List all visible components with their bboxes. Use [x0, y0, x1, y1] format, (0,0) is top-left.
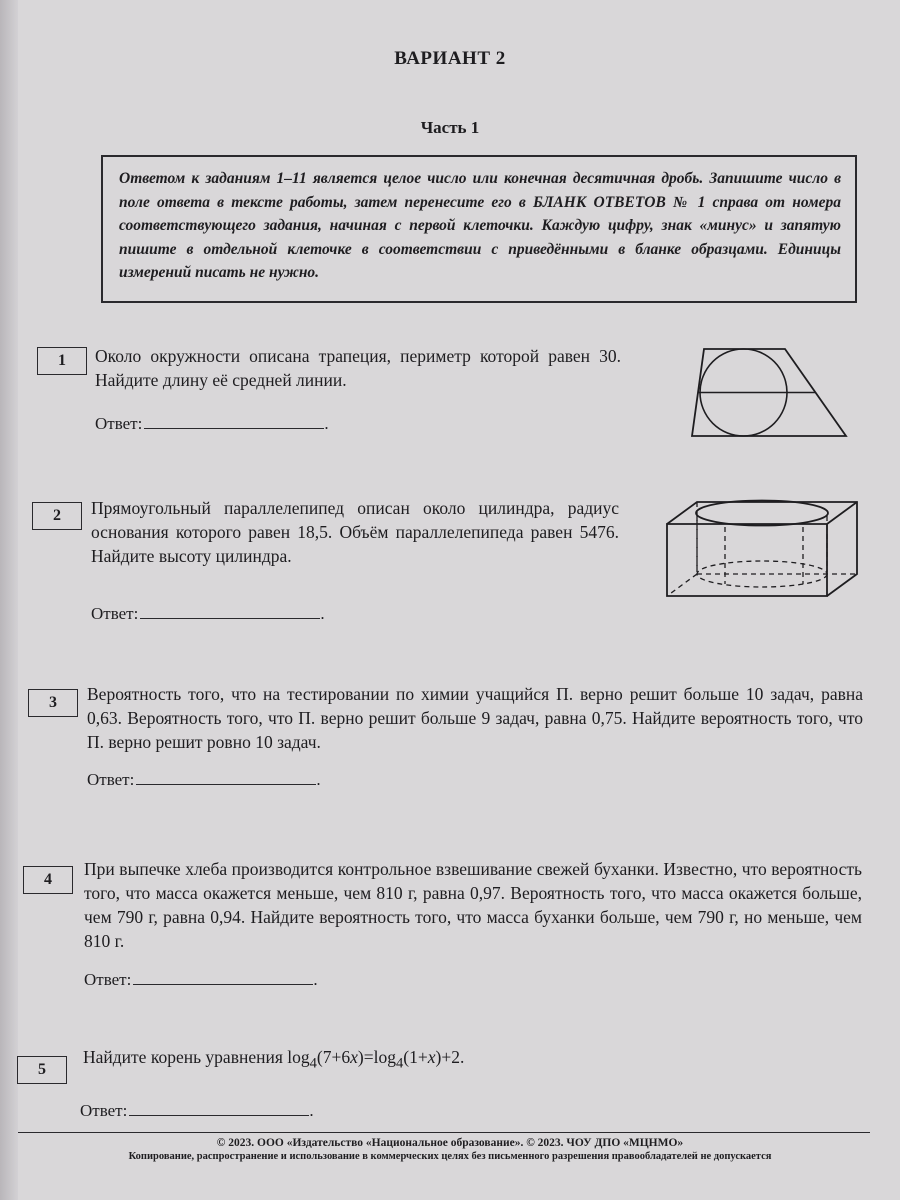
- eq-var-2: x: [427, 1047, 436, 1067]
- answer-line[interactable]: [140, 604, 320, 619]
- answer-label: Ответ:: [95, 414, 143, 433]
- answer-field-2[interactable]: [91, 604, 325, 624]
- answer-line[interactable]: [129, 1101, 309, 1116]
- eq-base-2: 4: [395, 1055, 404, 1072]
- eq-right-arg-close: )+2.: [435, 1047, 465, 1067]
- answer-label: Ответ:: [80, 1101, 128, 1120]
- instruction-box: [101, 155, 857, 303]
- answer-end: .: [324, 414, 329, 433]
- task-text-5: [83, 1045, 803, 1076]
- task-number-1: 1: [37, 347, 87, 375]
- answer-field-4[interactable]: [84, 970, 318, 990]
- answer-end: .: [320, 604, 325, 623]
- answer-line[interactable]: [144, 414, 324, 429]
- task-number-4: 4: [23, 866, 73, 894]
- eq-var-1: x: [350, 1047, 358, 1067]
- eq-left-arg-close: )=: [357, 1047, 374, 1067]
- part-title: Часть 1: [420, 118, 480, 137]
- answer-line[interactable]: [133, 970, 313, 985]
- task-text-5-prefix: Найдите корень уравнения: [83, 1047, 283, 1067]
- trapezoid-circle-figure: [690, 347, 850, 439]
- footer-divider: [18, 1132, 870, 1133]
- task-number-5: 5: [17, 1056, 67, 1084]
- answer-field-1[interactable]: [95, 414, 329, 434]
- task-number-3: 3: [28, 689, 78, 717]
- task-text-3: Вероятность того, что на тестировании по химии учащийся П. верно решит больше 10 задач, равна 0,63. Вероятность того, что П. верно решит больше 9 задач, равна 0,75. Найдите вероятность того, что П. верно решит ровно 10 задач.: [87, 684, 863, 752]
- box-cylinder-figure: [665, 494, 865, 599]
- answer-label: Ответ:: [84, 970, 132, 989]
- task-text-2: Прямоугольный параллелепипед описан около цилиндра, радиус основания которого равен 18,5. Объём параллелепипеда равен 5476. Найдите высоту цилиндра.: [91, 498, 619, 566]
- eq-right-arg-open: (1+: [403, 1047, 428, 1067]
- page-binding-edge: [0, 0, 18, 1200]
- answer-field-5[interactable]: [80, 1101, 314, 1121]
- answer-end: .: [309, 1101, 314, 1120]
- variant-title: ВАРИАНТ 2: [394, 48, 506, 69]
- answer-end: .: [313, 970, 318, 989]
- eq-log-1: log: [287, 1047, 310, 1067]
- eq-log-2: log: [373, 1047, 396, 1067]
- answer-end: .: [316, 770, 321, 789]
- task-text-4: При выпечке хлеба производится контрольное взвешивание свежей буханки. Известно, что вероятность того, что масса окажется меньше, чем 810 г, равна 0,97. Вероятность того, что масса окажется больше, чем 790 г, равна 0,94. Найдите вероятность того, что масса буханки больше, чем 790 г, но меньше, чем 810 г.: [84, 859, 862, 951]
- answer-label: Ответ:: [91, 604, 139, 623]
- task-number-2: 2: [32, 502, 82, 530]
- eq-left-arg-open: (7+6: [316, 1047, 351, 1067]
- answer-label: Ответ:: [87, 770, 135, 789]
- log-equation: [287, 1047, 465, 1072]
- answer-line[interactable]: [136, 770, 316, 785]
- task-text-1: Около окружности описана трапеция, периметр которой равен 30. Найдите длину её средней линии.: [95, 346, 621, 390]
- answer-field-3[interactable]: [87, 770, 321, 790]
- footer-notice: Копирование, распространение и использование в коммерческих целях без письменного разрешения правообладателей не допускается: [128, 1151, 772, 1162]
- eq-base-1: 4: [309, 1055, 317, 1072]
- footer-copyright: © 2023. ООО «Издательство «Национальное образование». © 2023. ЧОУ ДПО «МЦНМО»: [216, 1137, 684, 1149]
- instruction-text: Ответом к заданиям 1–11 является целое число или конечная десятичная дробь. Запишите число в поле ответа в тексте работы, затем перенесите его в БЛАНК ОТВЕТОВ № 1 справа от номера соответствующего задания, начиная с первой клеточки. Каждую цифру, знак «минус» и запятую пишите в отдельной клеточке в соответствии с приведёнными в бланке образцами. Единицы измерений писать не нужно.: [119, 170, 841, 281]
